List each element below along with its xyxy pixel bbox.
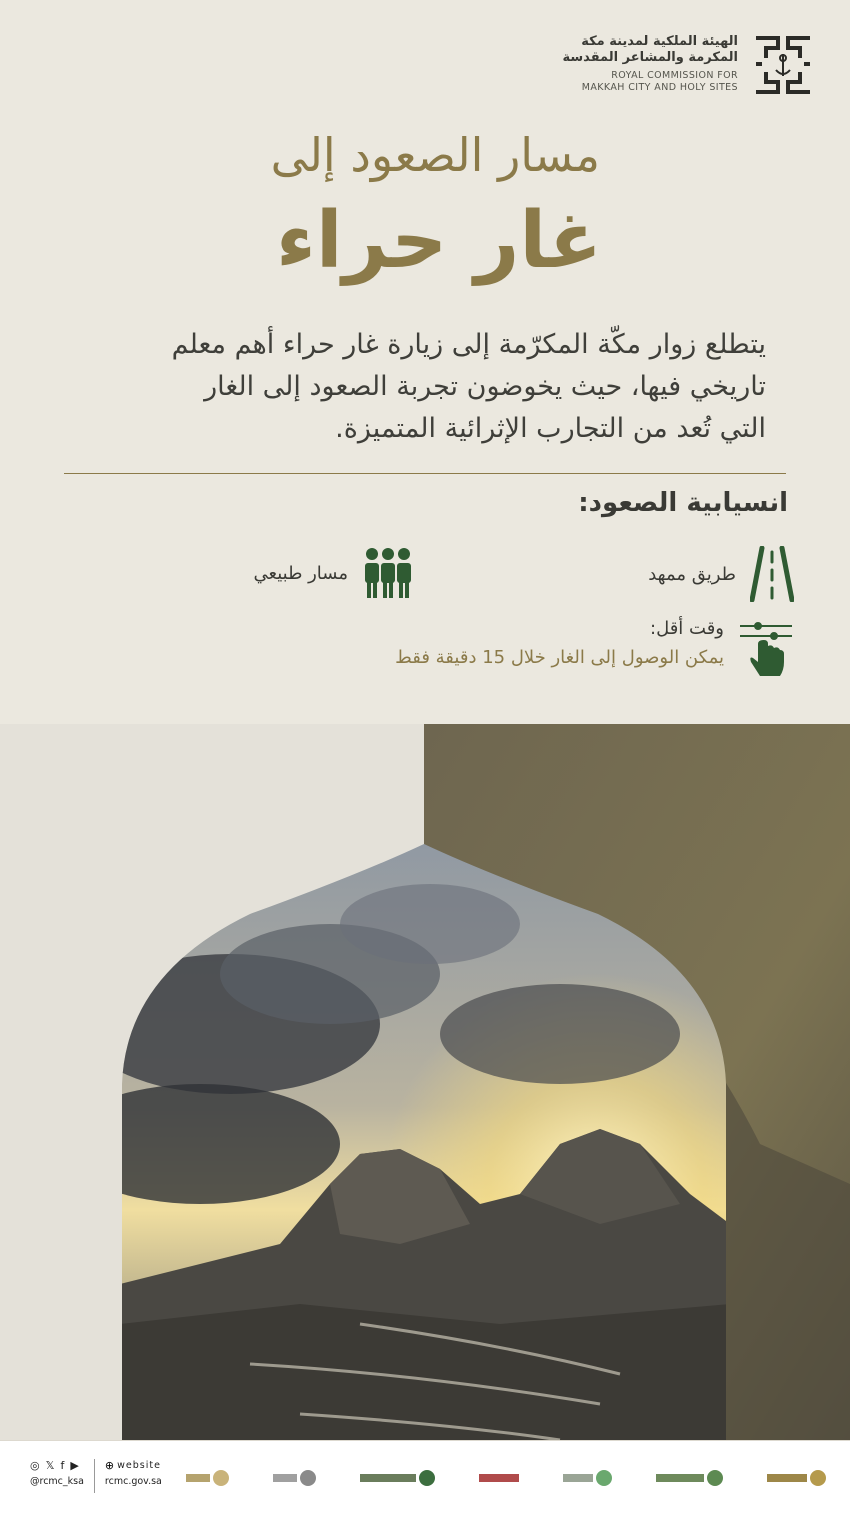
commission-logo [563,34,814,96]
intro-line1: يتطلع زوار مكّة المكرّمة إلى زيارة غار حراء أهم معلم [171,329,766,360]
hand-tap-icon [738,618,794,678]
org-name-ar-line2: المكرمة والمشاعر المقدسة [562,50,738,65]
footer-contact [30,1459,162,1493]
instagram-icon[interactable]: ◎ [30,1459,40,1472]
commission-emblem-icon [752,34,814,96]
road-icon [750,546,794,602]
website-url[interactable]: rcmc.gov.sa [104,1476,162,1487]
natural-path-label: مسار طبيعي [253,562,348,584]
group-people-icon [362,546,414,600]
partner-logo-1 [186,1466,229,1490]
org-name-en-line2: MAKKAH CITY AND HOLY SITES [581,82,738,93]
website-label: website [117,1460,161,1471]
youtube-icon[interactable]: ▶ [70,1459,79,1472]
partner-logo-3 [360,1466,435,1490]
org-name-en-line1: ROYAL COMMISSION FOR [611,70,738,81]
time-detail: يمكن الوصول إلى الغار خلال 15 دقيقة فقط [395,647,724,668]
partner-logo-7 [767,1466,826,1490]
intro-paragraph [66,324,766,450]
partner-logo-2 [273,1466,316,1490]
time-label: وقت أقل: [650,618,724,639]
intro-line3: التي تُعد من التجارب الإثرائية المتميزة. [335,413,766,444]
partner-logo-5 [563,1466,612,1490]
footer [0,1440,850,1513]
feature-less-time [395,618,794,678]
photo-section [0,724,850,1440]
x-icon[interactable]: 𝕏 [45,1459,55,1472]
title-line1: مسار الصعود إلى [270,128,600,182]
partner-logo-6 [656,1466,723,1490]
paved-road-label: طريق ممهد [648,563,736,585]
social-handle[interactable]: @rcmc_ksa [30,1476,84,1487]
facebook-icon[interactable]: f [60,1459,65,1472]
partner-logos [186,1463,826,1493]
globe-icon: ⊕ [104,1459,115,1472]
section-heading: انسيابية الصعود: [578,488,788,518]
section-divider [64,473,786,474]
mountain-photo [0,724,850,1440]
feature-paved-road [648,546,794,602]
partner-logo-4 [479,1466,519,1490]
title-line2: غار حراء [276,196,602,286]
intro-line2: تاريخي فيها، حيث يخوضون تجربة الصعود إلى الغار [204,371,766,402]
org-name-en [563,70,738,94]
social-icons [30,1459,84,1472]
footer-divider [94,1459,95,1493]
feature-natural-path [254,546,414,600]
org-name-ar-line1: الهيئة الملكية لمدينة مكة [581,34,738,49]
